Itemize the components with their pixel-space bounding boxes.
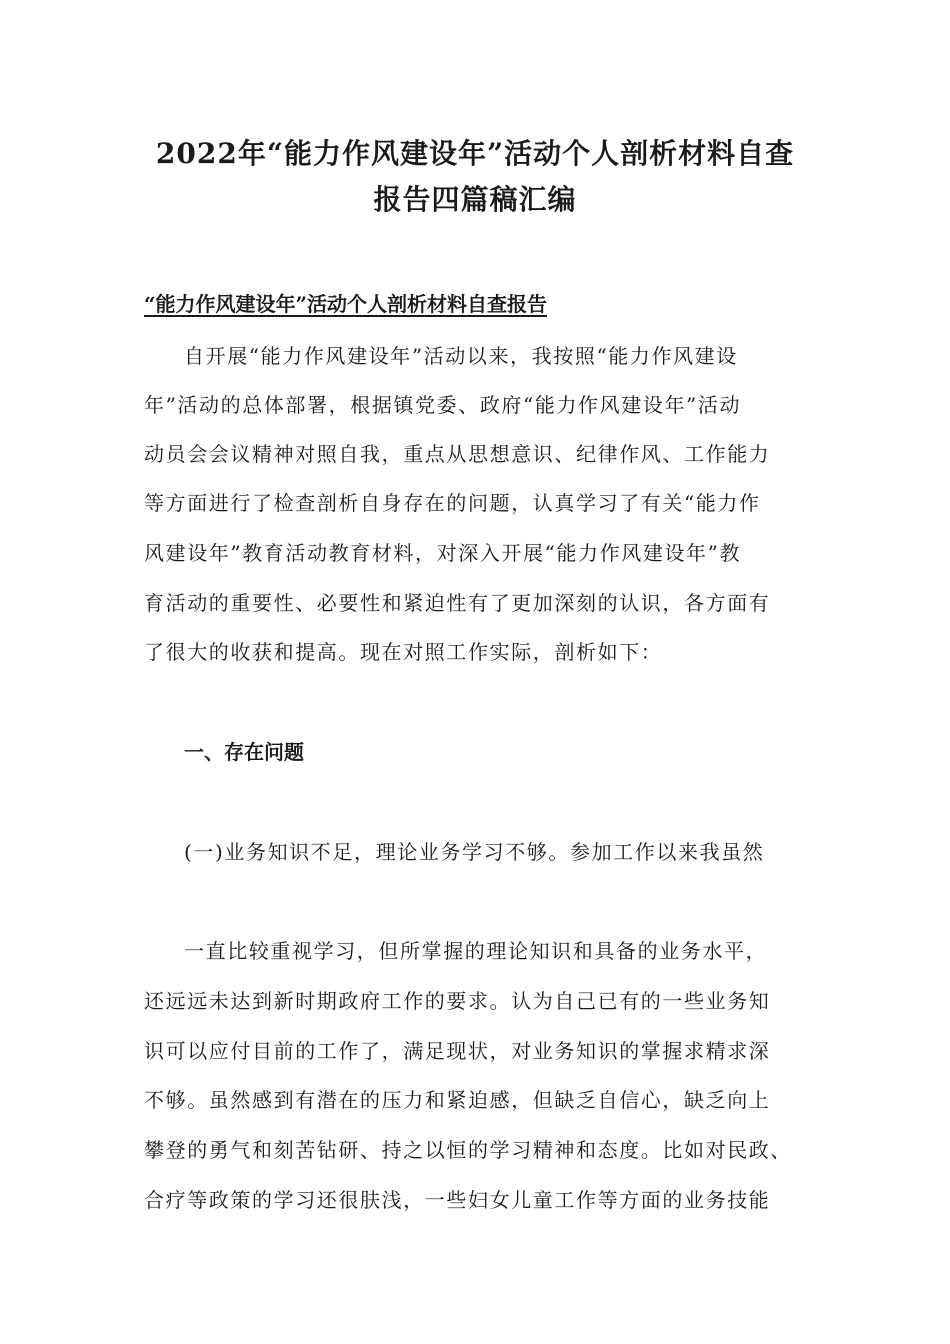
heading-existing-problems: 一、存在问题	[184, 740, 304, 764]
paragraph-2-line: 攀登的勇气和刻苦钻研、持之以恒的学习精神和态度。比如对民政、	[144, 1138, 792, 1162]
paragraph-2-line: 识可以应付目前的工作了，满足现状，对业务知识的掌握求精求深	[144, 1039, 771, 1063]
paragraph-1-line: 动员会会议精神对照自我，重点从思想意识、纪律作风、工作能力	[144, 442, 771, 466]
paragraph-1-line: 年”活动的总体部署，根据镇党委、政府“能力作风建设年”活动	[144, 393, 742, 417]
paragraph-2-line: 合疗等政策的学习还很肤浅，一些妇女儿童工作等方面的业务技能	[144, 1188, 771, 1212]
section-title: “能力作风建设年”活动个人剖析材料自查报告	[144, 292, 548, 316]
document-title-line-2: 报告四篇稿汇编	[373, 183, 577, 216]
document-title-line-1: 2022年“能力作风建设年”活动个人剖析材料自查	[155, 137, 795, 170]
paragraph-1-line: 风建设年”教育活动教育材料，对深入开展“能力作风建设年”教	[144, 541, 742, 565]
paragraph-2-line: 一直比较重视学习，但所掌握的理论知识和具备的业务水平，	[184, 939, 768, 963]
paragraph-2-line: 不够。虽然感到有潜在的压力和紧迫感，但缺乏自信心，缺乏向上	[144, 1088, 771, 1112]
paragraph-1-line: 了很大的收获和提高。现在对照工作实际，剖析如下：	[144, 640, 663, 664]
paragraph-1-line: 自开展“能力作风建设年”活动以来，我按照“能力作风建设	[184, 344, 738, 368]
paragraph-2-line: 还远远未达到新时期政府工作的要求。认为自己已有的一些业务知	[144, 989, 771, 1013]
paragraph-1-line: 等方面进行了检查剖析自身存在的问题，认真学习了有关“能力作	[144, 491, 761, 515]
paragraph-1-line: 育活动的重要性、必要性和紧迫性有了更加深刻的认识，各方面有	[144, 591, 771, 615]
item-1-text: (一)业务知识不足，理论业务学习不够。参加工作以来我虽然	[184, 840, 765, 864]
